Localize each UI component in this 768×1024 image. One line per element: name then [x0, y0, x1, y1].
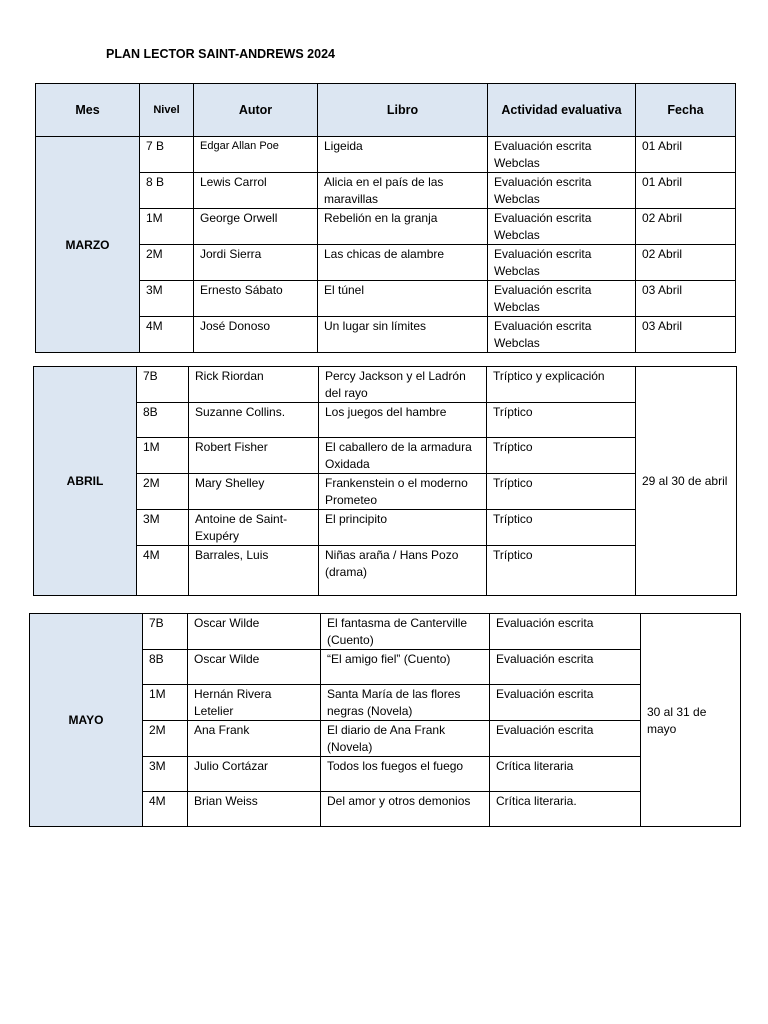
fecha-cell: 30 al 31 de mayo — [641, 614, 741, 827]
actividad-cell: Evaluación escrita — [490, 650, 641, 685]
table-abril — [33, 366, 737, 596]
actividad-cell: Crítica literaria. — [490, 792, 641, 827]
nivel-cell: 8B — [143, 650, 188, 685]
fecha-cell: 03 Abril — [636, 281, 736, 317]
nivel-cell: 4M — [143, 792, 188, 827]
actividad-cell: Evaluación escrita Webclas — [488, 209, 636, 245]
nivel-cell: 3M — [143, 757, 188, 792]
fecha-cell: 01 Abril — [636, 173, 736, 209]
autor-cell: Jordi Sierra — [194, 245, 318, 281]
autor-cell: Robert Fisher — [189, 438, 319, 474]
libro-cell: El túnel — [318, 281, 488, 317]
fecha-cell: 29 al 30 de abril — [636, 367, 737, 596]
libro-cell: Niñas araña / Hans Pozo (drama) — [319, 546, 487, 596]
nivel-cell: 4M — [137, 546, 189, 596]
header-mes: Mes — [36, 84, 140, 137]
actividad-cell: Tríptico — [487, 438, 636, 474]
autor-cell: Antoine de Saint-Exupéry — [189, 510, 319, 546]
month-cell: MAYO — [30, 614, 143, 827]
table-row — [36, 137, 736, 173]
autor-cell: Hernán Rivera Letelier — [188, 685, 321, 721]
table-row — [36, 281, 736, 317]
autor-cell: Brian Weiss — [188, 792, 321, 827]
actividad-cell: Evaluación escrita Webclas — [488, 137, 636, 173]
nivel-cell: 1M — [137, 438, 189, 474]
nivel-cell: 4M — [140, 317, 194, 353]
autor-cell: George Orwell — [194, 209, 318, 245]
libro-cell: “El amigo fiel” (Cuento) — [321, 650, 490, 685]
table-row — [36, 209, 736, 245]
header-actividad: Actividad evaluativa — [488, 84, 636, 137]
libro-cell: Las chicas de alambre — [318, 245, 488, 281]
libro-cell: Santa María de las flores negras (Novela) — [321, 685, 490, 721]
page-title: PLAN LECTOR SAINT-ANDREWS 2024 — [106, 47, 335, 61]
actividad-cell: Evaluación escrita — [490, 614, 641, 650]
autor-cell: José Donoso — [194, 317, 318, 353]
autor-cell: Oscar Wilde — [188, 650, 321, 685]
actividad-cell: Evaluación escrita — [490, 685, 641, 721]
autor-cell: Rick Riordan — [189, 367, 319, 403]
autor-cell: Ana Frank — [188, 721, 321, 757]
actividad-cell: Evaluación escrita Webclas — [488, 281, 636, 317]
libro-cell: El principito — [319, 510, 487, 546]
table-mayo — [29, 613, 741, 827]
libro-cell: Del amor y otros demonios — [321, 792, 490, 827]
libro-cell: Alicia en el país de las maravillas — [318, 173, 488, 209]
fecha-cell: 02 Abril — [636, 245, 736, 281]
actividad-cell: Evaluación escrita Webclas — [488, 245, 636, 281]
table-row — [34, 546, 737, 596]
table-row — [34, 510, 737, 546]
libro-cell: Rebelión en la granja — [318, 209, 488, 245]
table-row — [34, 438, 737, 474]
libro-cell: Percy Jackson y el Ladrón del rayo — [319, 367, 487, 403]
nivel-cell: 8 B — [140, 173, 194, 209]
actividad-cell: Tríptico — [487, 474, 636, 510]
month-cell: MARZO — [36, 137, 140, 353]
actividad-cell: Evaluación escrita — [490, 721, 641, 757]
autor-cell: Mary Shelley — [189, 474, 319, 510]
table-row — [34, 403, 737, 438]
libro-cell: El fantasma de Canterville (Cuento) — [321, 614, 490, 650]
libro-cell: Frankenstein o el moderno Prometeo — [319, 474, 487, 510]
autor-cell: Ernesto Sábato — [194, 281, 318, 317]
actividad-cell: Crítica literaria — [490, 757, 641, 792]
nivel-cell: 2M — [140, 245, 194, 281]
table-row — [36, 245, 736, 281]
fecha-cell: 03 Abril — [636, 317, 736, 353]
month-cell: ABRIL — [34, 367, 137, 596]
actividad-cell: Tríptico — [487, 403, 636, 438]
autor-cell: Lewis Carrol — [194, 173, 318, 209]
table-row — [34, 474, 737, 510]
autor-cell: Barrales, Luis — [189, 546, 319, 596]
nivel-cell: 3M — [140, 281, 194, 317]
fecha-cell: 02 Abril — [636, 209, 736, 245]
nivel-cell: 8B — [137, 403, 189, 438]
actividad-cell: Tríptico — [487, 510, 636, 546]
nivel-cell: 7 B — [140, 137, 194, 173]
nivel-cell: 3M — [137, 510, 189, 546]
nivel-cell: 2M — [137, 474, 189, 510]
table-row — [36, 173, 736, 209]
header-libro: Libro — [318, 84, 488, 137]
nivel-cell: 7B — [137, 367, 189, 403]
nivel-cell: 7B — [143, 614, 188, 650]
fecha-cell: 01 Abril — [636, 137, 736, 173]
header-autor: Autor — [194, 84, 318, 137]
nivel-cell: 1M — [143, 685, 188, 721]
libro-cell: El diario de Ana Frank (Novela) — [321, 721, 490, 757]
header-nivel: Nivel — [140, 84, 194, 137]
autor-cell: Julio Cortázar — [188, 757, 321, 792]
autor-cell: Oscar Wilde — [188, 614, 321, 650]
table-row — [34, 367, 737, 403]
autor-cell: Suzanne Collins. — [189, 403, 319, 438]
actividad-cell: Tríptico — [487, 546, 636, 596]
libro-cell: Los juegos del hambre — [319, 403, 487, 438]
libro-cell: Ligeida — [318, 137, 488, 173]
header-fecha: Fecha — [636, 84, 736, 137]
actividad-cell: Evaluación escrita Webclas — [488, 173, 636, 209]
table-row — [36, 317, 736, 353]
actividad-cell: Tríptico y explicación — [487, 367, 636, 403]
table-header-row — [36, 84, 736, 137]
nivel-cell: 2M — [143, 721, 188, 757]
libro-cell: Un lugar sin límites — [318, 317, 488, 353]
libro-cell: Todos los fuegos el fuego — [321, 757, 490, 792]
table-marzo — [35, 83, 736, 353]
libro-cell: El caballero de la armadura Oxidada — [319, 438, 487, 474]
table-row — [30, 614, 741, 650]
nivel-cell: 1M — [140, 209, 194, 245]
autor-cell: Edgar Allan Poe — [194, 137, 318, 173]
actividad-cell: Evaluación escrita Webclas — [488, 317, 636, 353]
